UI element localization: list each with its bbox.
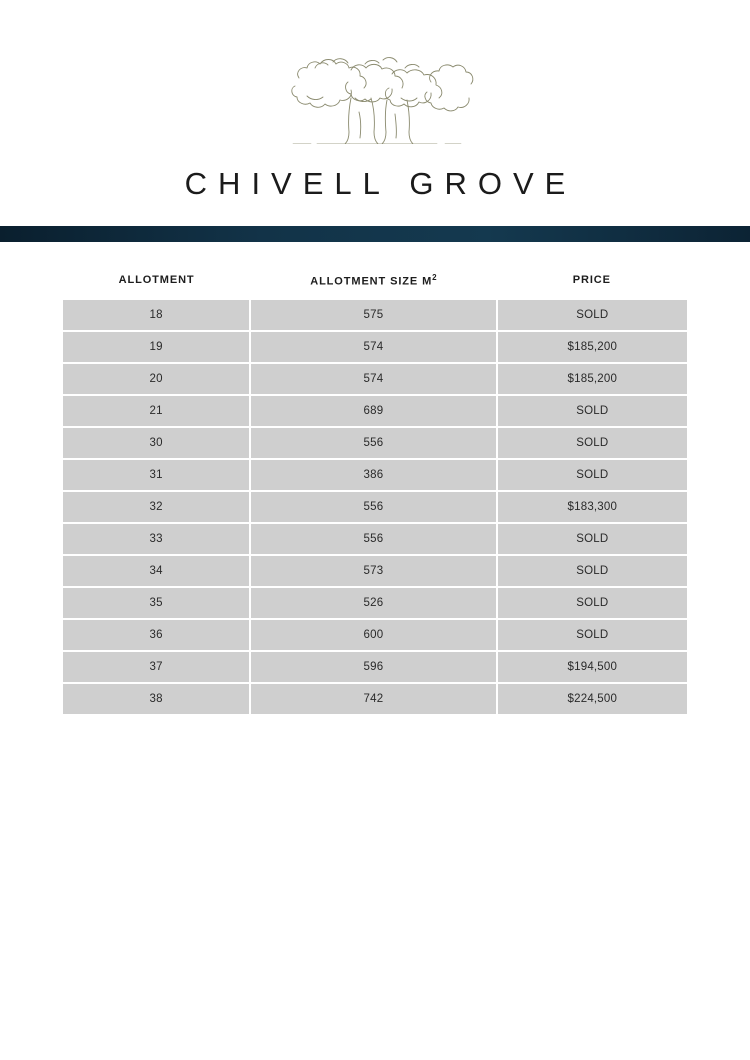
cell-size: 600	[250, 619, 496, 651]
column-header-size-superscript: 2	[432, 273, 437, 282]
cell-price: SOLD	[497, 395, 687, 427]
page-title: CHIVELL GROVE	[184, 166, 577, 201]
cell-allotment: 21	[63, 395, 250, 427]
table-header-row	[63, 267, 687, 300]
cell-size: 526	[250, 587, 496, 619]
cell-size: 574	[250, 331, 496, 363]
column-header-price: PRICE	[497, 267, 687, 300]
cell-price: SOLD	[497, 523, 687, 555]
cell-allotment: 19	[63, 331, 250, 363]
allotment-table-container	[63, 243, 687, 716]
cell-size: 742	[250, 683, 496, 715]
cell-price: SOLD	[497, 555, 687, 587]
cell-size: 573	[250, 555, 496, 587]
column-header-allotment: ALLOTMENT	[63, 267, 250, 300]
table-row	[63, 491, 687, 523]
table-row	[63, 395, 687, 427]
cell-size: 556	[250, 427, 496, 459]
table-row	[63, 331, 687, 363]
cell-allotment: 18	[63, 300, 250, 331]
table-row	[63, 523, 687, 555]
cell-size: 386	[250, 459, 496, 491]
table-row	[63, 587, 687, 619]
table-row	[63, 683, 687, 715]
cell-allotment: 35	[63, 587, 250, 619]
table-row	[63, 651, 687, 683]
cell-allotment: 37	[63, 651, 250, 683]
cell-price: SOLD	[497, 459, 687, 491]
cell-size: 596	[250, 651, 496, 683]
table-row	[63, 427, 687, 459]
cell-size: 556	[250, 523, 496, 555]
cell-allotment: 31	[63, 459, 250, 491]
header-divider-band	[0, 226, 750, 242]
column-header-allotment-size-text: ALLOTMENT SIZE M	[310, 275, 433, 288]
cell-price: $185,200	[497, 331, 687, 363]
table-row	[63, 619, 687, 651]
cell-allotment: 33	[63, 523, 250, 555]
cell-price: SOLD	[497, 427, 687, 459]
cell-size: 574	[250, 363, 496, 395]
cell-allotment: 36	[63, 619, 250, 651]
cell-price: $194,500	[497, 651, 687, 683]
cell-price: SOLD	[497, 619, 687, 651]
table-row	[63, 363, 687, 395]
table-row	[63, 555, 687, 587]
cell-allotment: 38	[63, 683, 250, 715]
cell-price: SOLD	[497, 587, 687, 619]
cell-allotment: 20	[63, 363, 250, 395]
allotment-price-table	[63, 267, 687, 716]
cell-size: 575	[250, 300, 496, 331]
table-header	[63, 267, 687, 300]
cell-size: 689	[250, 395, 496, 427]
cell-size: 556	[250, 491, 496, 523]
table-row	[63, 300, 687, 331]
table-row	[63, 459, 687, 491]
cell-price: SOLD	[497, 300, 687, 331]
column-header-allotment-size	[250, 267, 496, 300]
cell-allotment: 32	[63, 491, 250, 523]
cell-allotment: 34	[63, 555, 250, 587]
document-header	[0, 0, 750, 202]
cell-price: $183,300	[497, 491, 687, 523]
cell-allotment: 30	[63, 427, 250, 459]
table-body	[63, 300, 687, 715]
cell-price: $185,200	[497, 363, 687, 395]
cell-price: $224,500	[497, 683, 687, 715]
two-trees-icon	[255, 34, 495, 144]
